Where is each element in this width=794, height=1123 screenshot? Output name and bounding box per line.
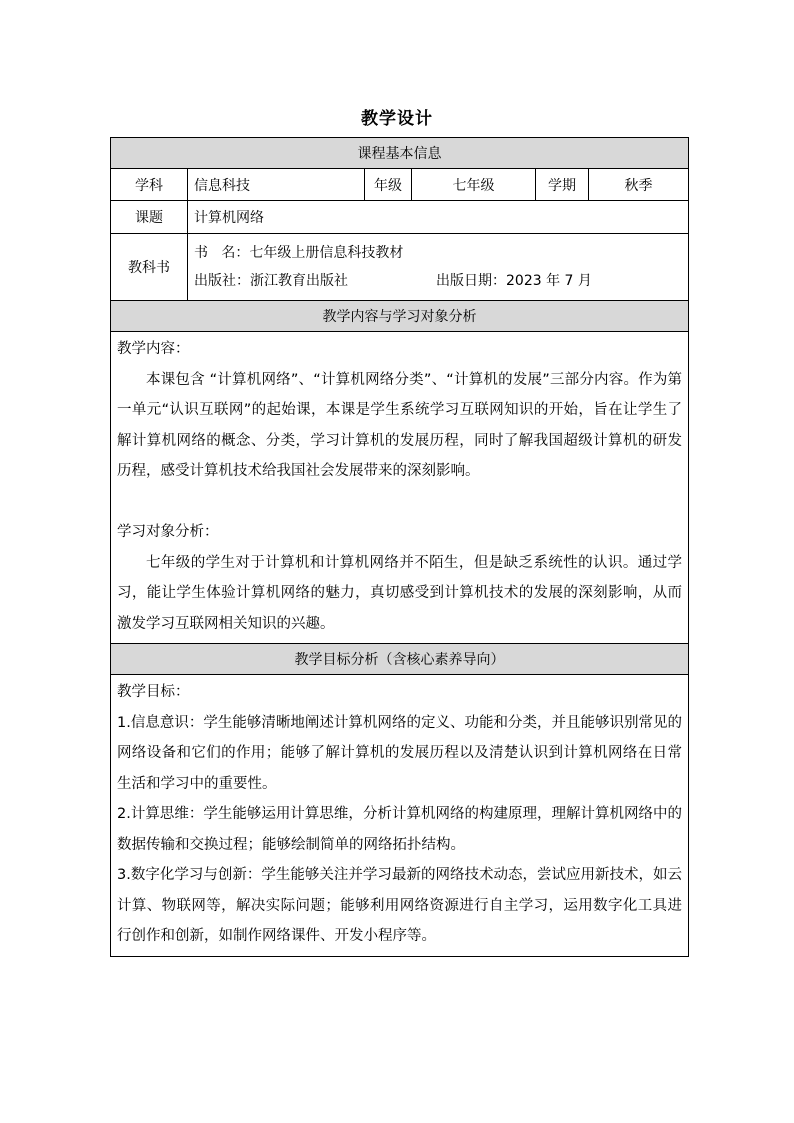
content-analysis-body: [111, 332, 689, 644]
publication-date: 出版日期：2023 年 7 月: [436, 273, 592, 289]
objective-item: 2.计算思维：学生能够运用计算思维，分析计算机网络的构建原理，理解计算机网络中的数据传输和交换过程；能够绘制简单的网络拓扑结构。: [117, 806, 683, 853]
objectives-header: 教学目标分析（含核心素养导向）: [111, 644, 689, 675]
content-analysis-header: 教学内容与学习对象分析: [111, 301, 689, 332]
book-name: 书 名：七年级上册信息科技教材: [194, 245, 404, 261]
grade-label: 年级: [365, 169, 412, 201]
publisher: 出版社：浙江教育出版社: [194, 273, 348, 289]
topic-label: 课题: [111, 201, 188, 234]
subject-label: 学科: [111, 169, 188, 201]
term-label: 学期: [536, 169, 589, 201]
topic-value: 计算机网络: [188, 201, 689, 234]
textbook-info: [188, 234, 689, 301]
objective-item: 3.数字化学习与创新：学生能够关注并学习最新的网络技术动态，尝试应用新技术，如云计算、物联网等，解决实际问题；能够利用网络资源进行自主学习，运用数字化工具进行创作和创新，如制作网络课件、开发小程序等。: [117, 867, 683, 944]
lesson-plan-table: [110, 137, 689, 957]
spacer: [117, 487, 682, 518]
content-label: 教学内容：: [117, 341, 190, 357]
textbook-label: 教科书: [111, 234, 188, 301]
objectives-body: [111, 675, 689, 957]
content-paragraph: 本课包含 “计算机网络”、“计算机网络分类”、“计算机的发展”三部分内容。作为第一单元“认识互联网”的起始课，本课是学生系统学习互联网知识的开始，旨在让学生了解计算机网络的概念、分类，学习计算机的发展历程，同时了解我国超级计算机的研发历程，感受计算机技术给我国社会发展带来的深刻影响。: [117, 371, 683, 479]
basic-info-header: 课程基本信息: [111, 138, 689, 169]
learner-paragraph: 七年级的学生对于计算机和计算机网络并不陌生，但是缺乏系统性的认识。通过学习，能让学生体验计算机网络的魅力，真切感受到计算机技术的发展的深刻影响，从而激发学习互联网相关知识的兴趣。: [117, 554, 683, 632]
learner-label: 学习对象分析：: [117, 524, 219, 540]
publisher-row: [194, 267, 682, 295]
grade-value: 七年级: [412, 169, 536, 201]
document-title: 教学设计: [361, 109, 433, 129]
term-value: 秋季: [589, 169, 689, 201]
objectives-label: 教学目标：: [117, 684, 190, 700]
objective-item: 1.信息意识：学生能够清晰地阐述计算机网络的定义、功能和分类，并且能够识别常见的网络设备和它们的作用；能够了解计算机的发展历程以及清楚认识到计算机网络在日常生活和学习中的重要性。: [117, 714, 683, 792]
subject-value: 信息科技: [188, 169, 365, 201]
